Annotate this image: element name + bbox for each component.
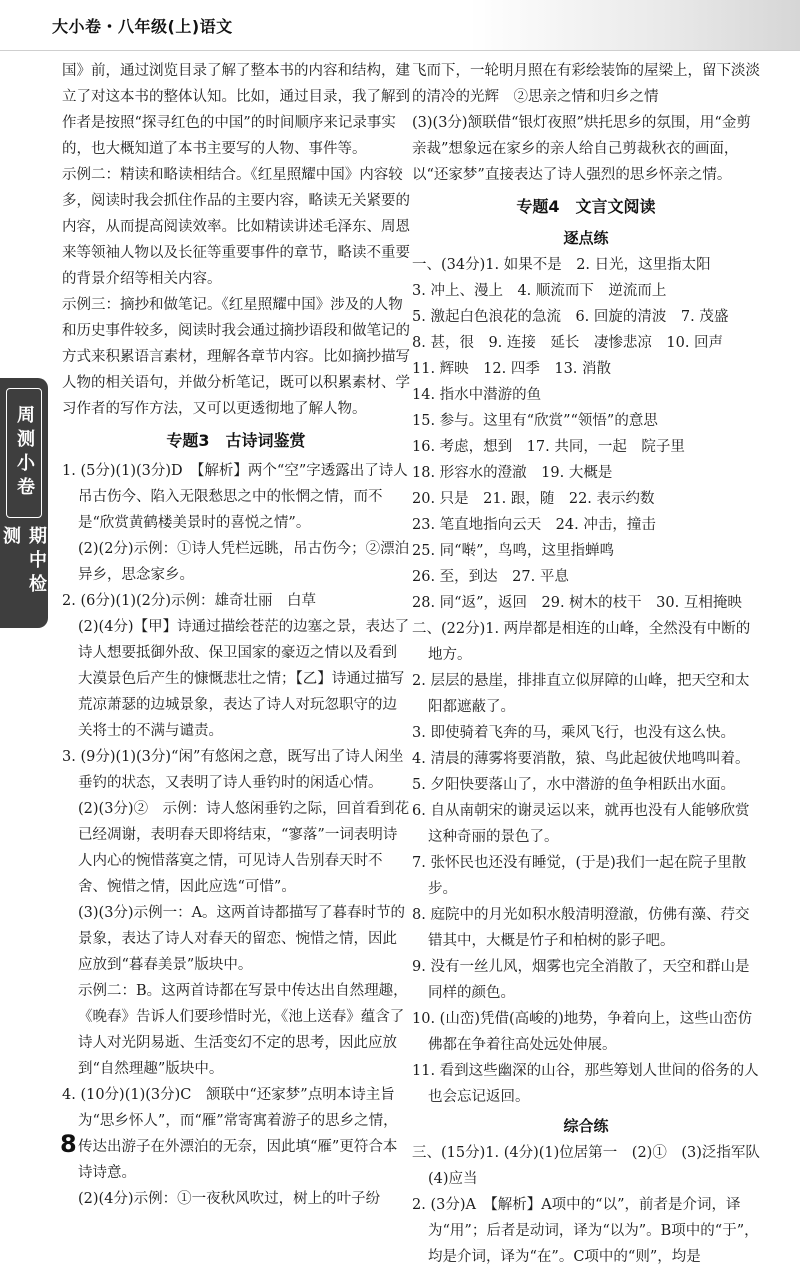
- paragraph: 14. 指水中潜游的鱼: [412, 387, 542, 403]
- paragraph: 国》前，通过浏览目录了解了整本书的内容和结构，建立了对这本书的整体认知。比如，通过目录，我了解到作者是按照“探寻红色的中国”的时间顺序来记录事实的，也大概知道了本书主要写的人物、事件等。: [62, 63, 410, 157]
- section-heading: 专题4 文言文阅读: [516, 197, 656, 216]
- paragraph: 3. 冲上、漫上 4. 顺流而下 逆流而上: [412, 283, 667, 299]
- answer-item: 4. (10分)(1)(3分)C 颔联中“还家梦”点明本诗主旨为“思乡怀人”，而“雁”常寄寓着游子的思乡之情，传达出游子在外漂泊的无奈，因此填“雁”更符合本诗诗意。: [62, 1087, 398, 1181]
- answer-subitem: (2)(2分)示例：①诗人凭栏远眺，吊古伤今；②漂泊异乡，思念家乡。: [78, 541, 410, 583]
- subsection-heading: 逐点练: [563, 229, 609, 247]
- paragraph: 18. 形容水的澄澈 19. 大概是: [412, 465, 613, 481]
- answer-subitem: (2)(4分)【甲】诗通过描绘苍茫的边塞之景，表达了诗人想要抵御外敌、保卫国家的豪迈之情以及看到大漠景色后产生的慷慨悲壮之情；【乙】诗通过描写荒凉萧瑟的边城景象，表达了诗人对玩忽职守的边关将士的不满与谴责。: [78, 619, 410, 739]
- book-title: 大小卷・八年级(上)语文: [52, 17, 233, 36]
- answer-item: 9. 没有一丝儿风，烟雾也完全消散了，天空和群山是同样的颜色。: [412, 959, 750, 1001]
- answer-subitem: (3)(3分)示例一：A。这两首诗都描写了暮春时节的景象，表达了诗人对春天的留恋、惋惜之情，因此应放到“暮春美景”版块中。: [78, 905, 406, 973]
- paragraph: 26. 至，到达 27. 平息: [412, 569, 569, 585]
- paragraph: 16. 考虑，想到 17. 共同，一起 院子里: [412, 439, 685, 455]
- section-heading: 专题3 古诗词鉴赏: [166, 431, 306, 450]
- paragraph: 示例二：精读和略读相结合。《红星照耀中国》内容较多，阅读时我会抓住作品的主要内容，略读无关紧要的内容，从而提高阅读效率。比如精读讲述毛泽东、周恩来等领袖人物以及长征等重要事件的章节，略读不重要的背景介绍等相关内容。: [62, 167, 410, 287]
- page-number: 8: [60, 1130, 77, 1158]
- paragraph: 飞而下，一轮明月照在有彩绘装饰的屋梁上，留下淡淡的清冷的光辉 ②思亲之情和归乡之情: [412, 63, 760, 105]
- paragraph: 20. 只是 21. 跟，随 22. 表示约数: [412, 491, 655, 507]
- paragraph: (3)(3分)颔联借“银灯夜照”烘托思乡的氛围，用“金剪亲裁”想象远在家乡的亲人给自己剪裁秋衣的画面，以“还家梦”直接表达了诗人强烈的思乡怀亲之情。: [412, 115, 751, 183]
- paragraph: 11. 辉映 12. 四季 13. 消散: [412, 361, 612, 377]
- answer-item: 1. (5分)(1)(3分)D 【解析】两个“空”字透露出了诗人吊古伤今、陷入无限愁思之中的怅惘之情，而不是“欣赏黄鹤楼美景时的喜悦之情”。: [62, 463, 408, 531]
- side-tab-upper-label: 周测小卷: [14, 405, 35, 501]
- page-header: [0, 0, 800, 51]
- answer-item: 6. 自从南朝宋的谢灵运以来，就再也没有人能够欣赏这种奇丽的景色了。: [412, 803, 750, 845]
- answer-item: 10. (山峦)凭借(高峻的)地势，争着向上，这些山峦仿佛都在争着往高处远处伸展。: [412, 1011, 753, 1053]
- answer-item: 3. (9分)(1)(3分)“闲”有悠闲之意，既写出了诗人闲坐垂钓的状态，又表明了诗人垂钓时的闲适心情。: [62, 749, 404, 791]
- paragraph: 示例三：摘抄和做笔记。《红星照耀中国》涉及的人物和历史事件较多，阅读时我会通过摘抄语段和做笔记的方式来积累语言素材，理解各章节内容。比如摘抄描写人物的相关语句，并做分析笔记，既可以积累素材、学习作者的写作方法，又可以更透彻地了解人物。: [62, 297, 410, 417]
- paragraph: 28. 同“返”，返回 29. 树木的枝干 30. 互相掩映: [412, 595, 742, 611]
- paragraph: 25. 同“啭”，鸟鸣，这里指蝉鸣: [412, 543, 614, 559]
- side-tab-lower-box: [0, 526, 47, 618]
- paragraph: 一、(34分)1. 如果不是 2. 日光，这里指太阳: [412, 257, 711, 273]
- paragraph: 23. 笔直地指向云天 24. 冲击，撞击: [412, 517, 656, 533]
- paragraph: 5. 激起白色浪花的急流 6. 回旋的清波 7. 茂盛: [412, 309, 729, 325]
- right-column: [412, 58, 775, 1270]
- answer-item: 二、(22分)1. 两岸都是相连的山峰，全然没有中断的地方。: [412, 621, 751, 663]
- side-tab-upper-box: [6, 388, 42, 518]
- left-column: [62, 58, 410, 1212]
- subsection-heading: 综合练: [563, 1117, 609, 1135]
- answer-item: 8. 庭院中的月光如积水般清明澄澈，仿佛有藻、荇交错其中，大概是竹子和柏树的影子吧。: [412, 907, 750, 949]
- answer-item: 2. (6分)(1)(2分)示例：雄奇壮丽 白草: [62, 593, 317, 609]
- answer-subitem: 示例二：B。这两首诗都在写景中传达出自然理趣，《晚春》告诉人们要珍惜时光，《池上送春》蕴含了诗人对光阴易逝、生活变幻不定的思考，因此应放到“自然理趣”版块中。: [78, 983, 408, 1077]
- answer-subitem: (2)(3分)② 示例：诗人悠闲垂钓之际，回首看到花已经凋谢，表明春天即将结束，“寥落”一词表明诗人内心的惋惜落寞之情，可见诗人告别春天时不舍、惋惜之情，因此应选“可惜”。: [78, 801, 410, 895]
- header-shading: [470, 0, 800, 50]
- side-tab-lower-label: 期中检测: [0, 526, 47, 598]
- answer-item: 5. 夕阳快要落山了，水中潜游的鱼争相跃出水面。: [412, 777, 735, 793]
- answer-item: 2. 层层的悬崖，排排直立似屏障的山峰，把天空和太阳都遮蔽了。: [412, 673, 750, 715]
- answer-item: 3. 即使骑着飞奔的马，乘风飞行，也没有这么快。: [412, 725, 735, 741]
- answer-subitem: (2)(4分)示例：①一夜秋风吹过，树上的叶子纷: [78, 1191, 381, 1207]
- paragraph: 8. 甚，很 9. 连接 延长 凄惨悲凉 10. 回声: [412, 335, 724, 351]
- section-side-tab: [0, 378, 48, 628]
- paragraph: 15. 参与。这里有“欣赏”“领悟”的意思: [412, 413, 658, 429]
- answer-item: 2. (3分)A 【解析】A项中的“以”，前者是介词，译为“用”；后者是动词，译为“以为”。B项中的“于”，均是介词，译为“在”。C项中的“则”，均是: [412, 1197, 759, 1265]
- answer-item: 三、(15分)1. (4分)(1)位居第一 (2)① (3)泛指军队 (4)应当: [412, 1145, 775, 1187]
- answer-item: 7. 张怀民也还没有睡觉，(于是)我们一起在院子里散步。: [412, 855, 747, 897]
- answer-item: 4. 清晨的薄雾将要消散，猿、鸟此起彼伏地鸣叫着。: [412, 751, 750, 767]
- answer-item: 11. 看到这些幽深的山谷，那些筹划人世间的俗务的人也会忘记返回。: [412, 1063, 759, 1105]
